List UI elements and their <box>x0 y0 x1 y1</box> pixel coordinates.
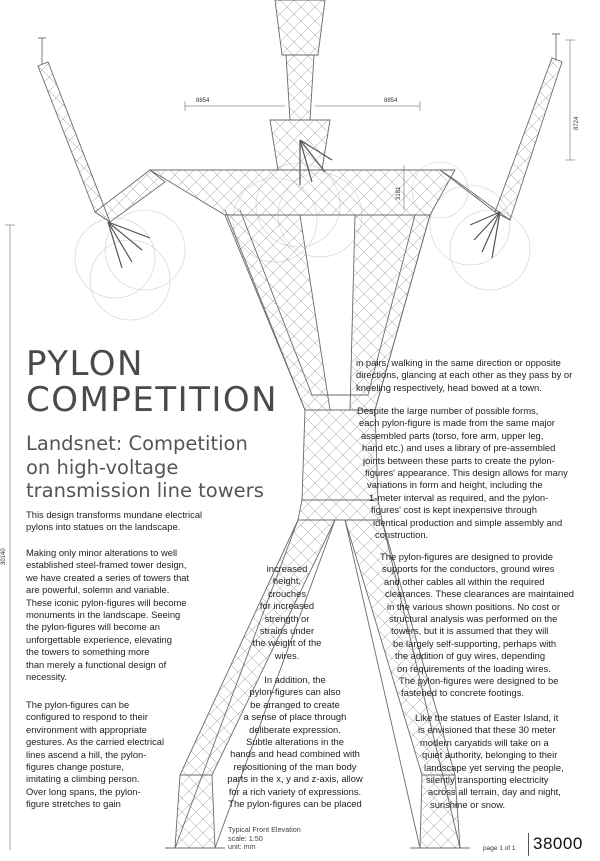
text-line: assembled parts (torso, fore arm, upper leg, <box>361 429 544 441</box>
text-line: fastened to concrete footings. <box>401 687 524 699</box>
text-line: established steel-framed tower design, <box>26 559 187 571</box>
text-line: Subtle alterations in the <box>246 736 344 748</box>
text-line: than merely a functional design of <box>26 658 167 670</box>
text-line: strains under <box>259 625 315 637</box>
text-line: towers, but it is assumed that they will <box>391 625 549 637</box>
text-line: The pylon-figures were designed to be <box>399 675 559 687</box>
dimension-label-arm-height: 8724 <box>574 116 580 130</box>
text-line: These iconic pylon-figures will become <box>26 596 187 608</box>
text-line: Over long spans, the pylon- <box>26 785 141 797</box>
text-line: Making only minor alterations to well <box>26 547 178 558</box>
right-paragraph-1 <box>356 357 572 394</box>
text-line: for a rich variety of expressions. <box>228 785 362 797</box>
text-line: height, <box>272 575 302 587</box>
page-title-line-1: PYLON <box>26 344 144 384</box>
text-line: kneeling respectively, head bowed at a town. <box>356 381 542 393</box>
text-line: environment with appropriate <box>26 723 147 735</box>
text-line: gestures. As the carried electrical <box>26 736 165 748</box>
middle-paragraph-2 <box>215 674 375 810</box>
text-line: the pylon-figures will become an <box>26 621 160 633</box>
text-line: in the various shown positions. No cost or <box>387 600 561 612</box>
entry-number-box <box>528 833 586 856</box>
configuration-paragraph <box>26 699 164 811</box>
text-line: is envisioned that these 30 meter <box>418 724 556 736</box>
text-line: we have created a series of towers that <box>26 571 190 583</box>
right-paragraph-3 <box>380 551 574 700</box>
text-line: each pylon-figure is made from the same major <box>359 417 555 429</box>
text-line: joints between these parts to create the pylon- <box>363 454 555 466</box>
text-line: hand etc.) and uses a library of pre-assembled <box>362 442 556 454</box>
page-subtitle: Landsnet: Competition on high-voltage transmission line towers <box>26 432 264 502</box>
text-line: monuments in the landscape. Seeing <box>26 609 181 621</box>
text-line: supports for the conductors, ground wires <box>382 563 555 575</box>
middle-paragraph-1 <box>222 563 352 662</box>
text-line: increased <box>266 563 308 574</box>
text-line: hands and head combined with <box>230 748 360 760</box>
page-number-label: page 1 of 1 <box>483 845 516 852</box>
text-line: Like the statues of Easter Island, it <box>415 712 559 723</box>
right-paragraph-4 <box>415 712 564 811</box>
text-line: Despite the large number of possible forms, <box>357 405 539 416</box>
text-line: The pylon-figures are designed to provide <box>380 551 554 562</box>
text-line: across all terrain, day and night, <box>428 786 561 798</box>
text-line: deliberate expression. <box>249 723 341 735</box>
design-paragraph <box>26 547 189 683</box>
text-line: figures' cost is kept inexpensive through <box>371 504 537 516</box>
text-line: sunshine or snow. <box>430 798 506 810</box>
text-line: landscape yet serving the people, <box>424 761 564 773</box>
text-line: identical production and simple assembly and <box>373 516 563 528</box>
page-title-line-2: COMPETITION <box>26 380 279 420</box>
text-line: parts in the x, y and z-axis, allow <box>227 773 363 785</box>
text-line: the addition of guy wires, depending <box>395 650 546 662</box>
text-line: clearances. These clearances are maintained <box>385 588 574 600</box>
text-line: silently transporting electricity <box>426 774 549 786</box>
right-paragraph-2 <box>357 405 568 541</box>
text-line: crouches <box>267 587 307 599</box>
text-line: The pylon-figures can be placed <box>228 798 362 810</box>
text-line: figure stretches to gain <box>26 798 121 810</box>
text-line: on requirements of the loading wires. <box>397 662 551 674</box>
text-line: The pylon-figures can be <box>26 699 130 710</box>
dimension-label-left-span: 8854 <box>196 98 210 104</box>
entry-number: 38000 <box>533 834 583 853</box>
text-line: 1-meter interval as required, and the pylon- <box>369 491 549 503</box>
text-line: pylon-figures can also <box>249 686 341 698</box>
text-line: for increased <box>259 600 315 612</box>
dimension-label-shoulder-height: 3181 <box>396 186 402 200</box>
drawing-caption <box>228 826 301 852</box>
text-line: quiet authority, belonging to their <box>422 749 558 761</box>
text-line: modern caryatids will take on a <box>420 736 549 748</box>
text-line: the weight of the <box>252 637 322 649</box>
text-line: variations in form and height, including the <box>367 479 543 491</box>
text-line: repositioning of the man body <box>233 760 357 772</box>
intro-paragraph <box>26 509 202 534</box>
text-line: necessity. <box>26 671 67 683</box>
caption-label: Typical Front Elevation <box>228 825 301 834</box>
pylon-head <box>275 0 325 120</box>
text-line: figures' appearance. This design allows for many <box>365 467 568 479</box>
text-line: lines ascend a hill, the pylon- <box>26 748 147 760</box>
caption-scale: scale: 1:50 <box>228 833 263 843</box>
text-line: strength or <box>264 612 310 624</box>
dimension-label-total-height: 30140 <box>1 548 7 565</box>
text-line: This design transforms mundane electrical <box>26 509 203 520</box>
text-line: wires. <box>274 649 300 661</box>
text-line: and other cables all within the required <box>384 575 545 587</box>
text-line: construction. <box>375 529 429 541</box>
text-line: be arranged to create <box>250 698 340 710</box>
text-line: be largely self-supporting, perhaps with <box>393 637 557 649</box>
text-line: unforgettable experience, elevating <box>26 633 172 645</box>
text-line: In addition, the <box>264 674 326 685</box>
text-line: structural analysis was performed on the <box>389 613 558 625</box>
caption-unit: unit: mm <box>228 842 256 852</box>
text-line: are powerful, solemn and variable. <box>26 584 170 596</box>
text-line: the towers to something more <box>26 646 150 658</box>
text-line: in pairs, walking in the same direction or opposite <box>356 357 561 368</box>
text-line: pylons into statues on the landscape. <box>26 521 181 533</box>
text-line: a sense of place through <box>243 711 347 723</box>
text-line: imitating a climbing person. <box>26 773 140 785</box>
text-line: configured to respond to their <box>26 711 148 723</box>
text-line: directions, glancing at each other as they pass by or <box>356 369 573 381</box>
text-line: figures change posture, <box>26 761 124 773</box>
dimension-label-right-span: 8854 <box>384 98 398 104</box>
